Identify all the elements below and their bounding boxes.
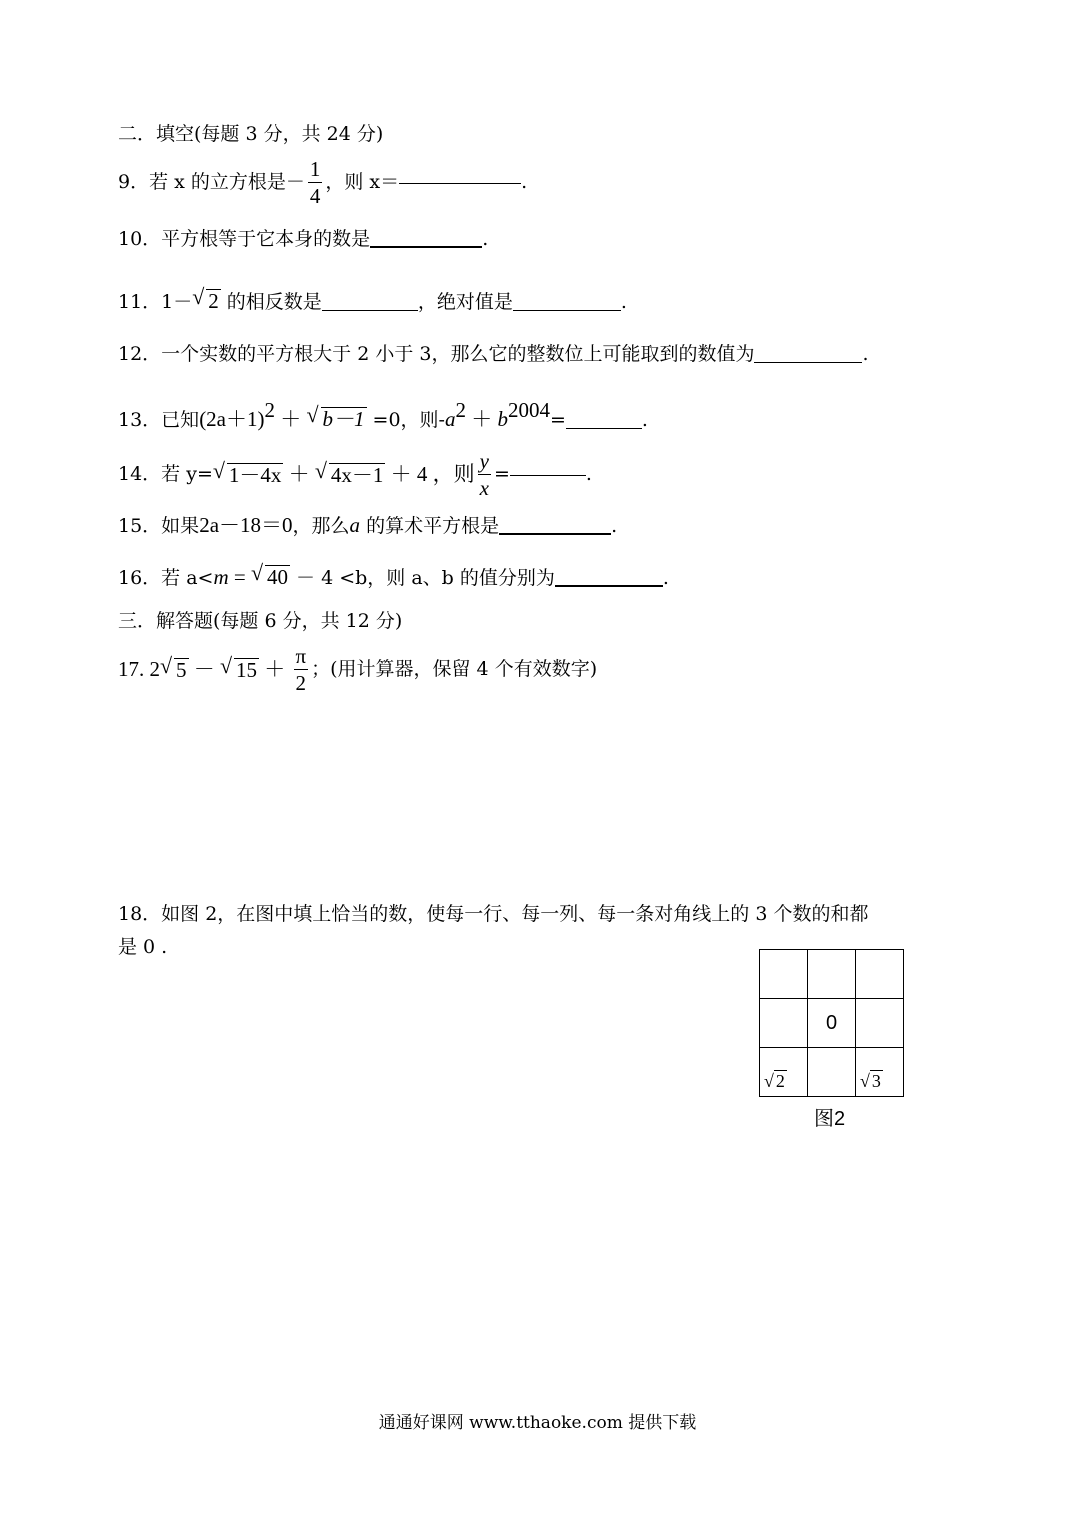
- question-18-line1: 18．如图 2，在图中填上恰当的数，使每一行、每一列、每一条对角线上的 3 个数的和都: [118, 903, 869, 925]
- question-17: 17. 2 √ 5 － √ 15 ＋ $\frac{\pi}{2}$ ；(用计算器，保留 4 个有效数字): [118, 644, 598, 696]
- q10-answer-blank[interactable]: [370, 245, 482, 248]
- figure-caption: 图2: [814, 1108, 846, 1130]
- footer-credit: 通通好课网 www.tthaoke.com 提供下载: [378, 1413, 697, 1433]
- question-15: 15．如果2a－18＝0，那么a 的算术平方根是 .: [118, 513, 618, 537]
- q11-blank-absolute[interactable]: [513, 309, 621, 311]
- q13-answer-blank[interactable]: [566, 427, 642, 429]
- grid-cell-bottom-right: √ 3: [856, 1048, 904, 1097]
- q16-sqrt: √ 40: [250, 560, 288, 589]
- section2-title: 二．填空(每题 3 分，共 24 分): [118, 123, 384, 145]
- grid-cell-r1c2[interactable]: [808, 950, 856, 999]
- question-9: 9．若 x 的立方根是－ $\frac{1}{4}$ ，则 x＝ .: [118, 157, 528, 209]
- grid-cell-bottom-left: √ 2: [760, 1048, 808, 1097]
- q13-sqrt: √ b－1: [306, 402, 365, 431]
- question-10: 10．平方根等于它本身的数是 .: [118, 228, 489, 250]
- question-13: 13．已知$(2a+1)^2$ ＋ √ b－1 =0，则$-a^2 + b^{2004}=$ .: [118, 398, 648, 431]
- q17-sqrt-2: √ 15: [220, 653, 257, 683]
- q9-fraction: $\frac{1}{4}$: [309, 157, 321, 209]
- section3-title: 三．解答题(每题 6 分，共 12 分): [118, 610, 403, 632]
- question-14: 14．若 y= √ 1－4x ＋ √ 4x－1 ＋ 4 ，则 $\frac{y}{x}$ = .: [118, 449, 592, 501]
- question-18-line2: 是 0 .: [118, 936, 168, 958]
- grid-cell-r1c1[interactable]: [760, 950, 808, 999]
- q11-blank-opposite[interactable]: [322, 309, 418, 311]
- q14-sqrt-2: √ 4x－1: [314, 458, 384, 488]
- q12-answer-blank[interactable]: [754, 361, 862, 363]
- grid-cell-r2c1[interactable]: [760, 999, 808, 1048]
- q15-answer-blank[interactable]: [499, 532, 611, 535]
- grid-cell-center: 0: [808, 999, 856, 1048]
- q14-fraction: $\frac{y}{x}$: [479, 449, 489, 501]
- q9-answer-blank[interactable]: [399, 182, 521, 184]
- grid-cell-r3c2[interactable]: [808, 1048, 856, 1097]
- question-12: 12．一个实数的平方根大于 2 小于 3，那么它的整数位上可能取到的数值为 .: [118, 343, 869, 365]
- magic-square-grid: [759, 949, 904, 1097]
- question-16: 16．若 a<m = √ 40 － 4 <b，则 a、b 的值分别为 .: [118, 560, 669, 589]
- q17-sqrt-1: √ 5: [160, 653, 187, 683]
- q16-answer-blank[interactable]: [555, 584, 663, 587]
- question-11: 11．1－ √ 2 的相反数是 ，绝对值是 .: [118, 284, 627, 313]
- q11-sqrt: √ 2: [192, 284, 219, 313]
- q9-text: 9．若 x 的立方根是－: [118, 171, 305, 194]
- grid-cell-r2c3[interactable]: [856, 999, 904, 1048]
- q14-answer-blank[interactable]: [510, 474, 586, 476]
- q17-fraction: $\frac{\pi}{2}$: [295, 644, 307, 696]
- q14-sqrt-1: √ 1－4x: [212, 458, 282, 488]
- grid-cell-r1c3[interactable]: [856, 950, 904, 999]
